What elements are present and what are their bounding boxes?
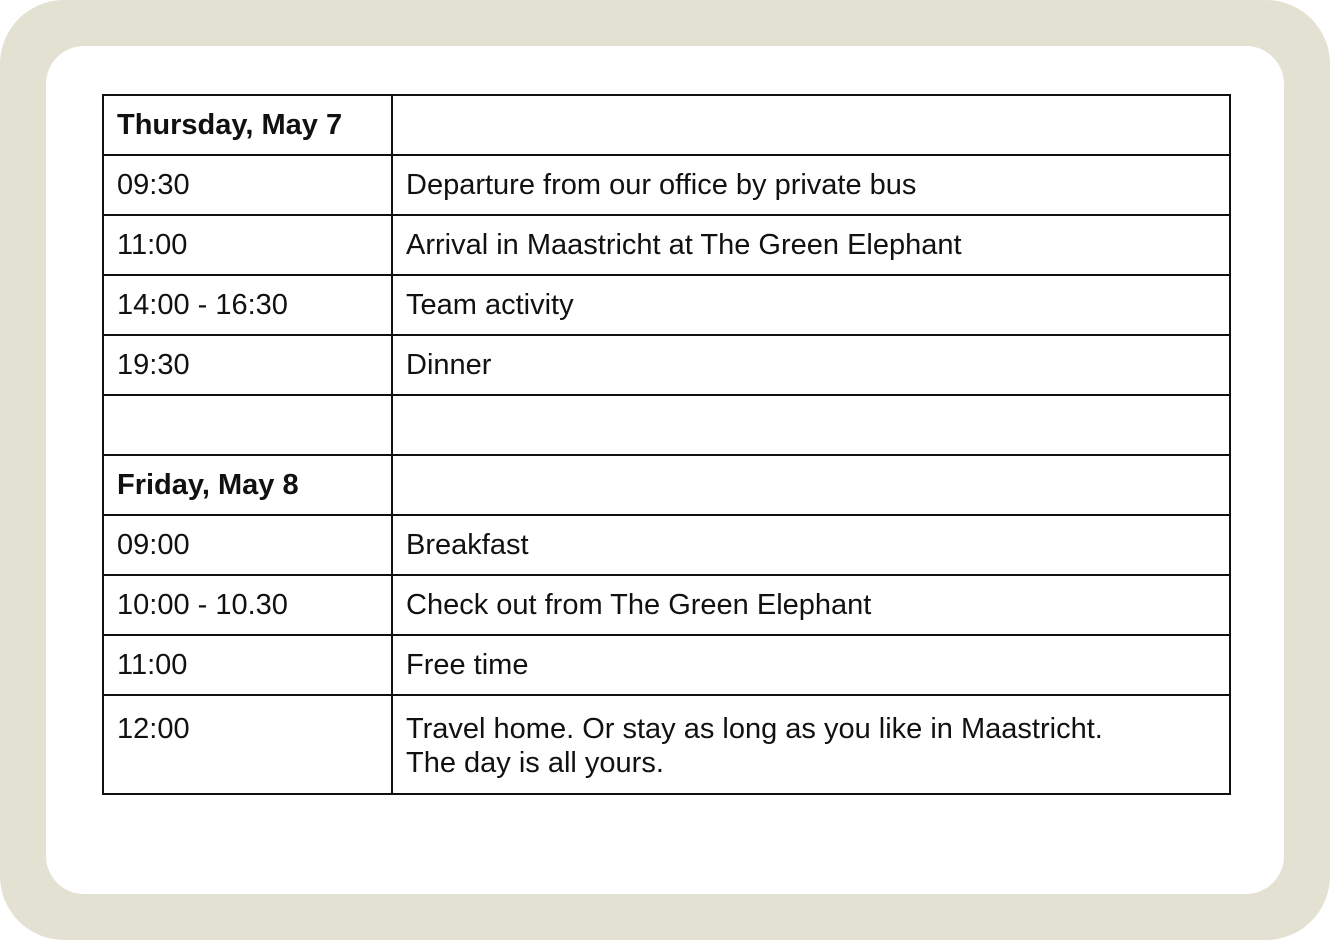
activity-cell: Check out from The Green Elephant	[392, 575, 1230, 635]
day-heading: Friday, May 8	[103, 455, 392, 515]
day-header-row	[103, 455, 1230, 515]
activity-cell: Free time	[392, 635, 1230, 695]
time-cell: 14:00 - 16:30	[103, 275, 392, 335]
table-row	[103, 215, 1230, 275]
table-row	[103, 155, 1230, 215]
table-row	[103, 575, 1230, 635]
time-cell: 09:00	[103, 515, 392, 575]
activity-line: The day is all yours.	[406, 747, 664, 779]
table-row	[103, 335, 1230, 395]
activity-cell: Departure from our office by private bus	[392, 155, 1230, 215]
time-cell: 11:00	[103, 635, 392, 695]
spacer-row	[103, 395, 1230, 455]
table-row	[103, 275, 1230, 335]
empty-cell	[392, 395, 1230, 455]
time-cell: 12:00	[103, 695, 392, 794]
activity-cell	[392, 695, 1230, 794]
time-cell: 09:30	[103, 155, 392, 215]
empty-cell	[103, 395, 392, 455]
activity-cell: Dinner	[392, 335, 1230, 395]
schedule-table	[102, 94, 1231, 795]
activity-cell: Arrival in Maastricht at The Green Elephant	[392, 215, 1230, 275]
table-row	[103, 695, 1230, 794]
day-heading: Thursday, May 7	[103, 95, 392, 155]
time-cell: 19:30	[103, 335, 392, 395]
activity-line: Travel home. Or stay as long as you like in Maastricht.	[406, 713, 1103, 745]
empty-cell	[392, 95, 1230, 155]
activity-cell: Breakfast	[392, 515, 1230, 575]
table-row	[103, 635, 1230, 695]
activity-cell: Team activity	[392, 275, 1230, 335]
time-cell: 11:00	[103, 215, 392, 275]
document-card	[46, 46, 1284, 894]
day-header-row	[103, 95, 1230, 155]
table-row	[103, 515, 1230, 575]
empty-cell	[392, 455, 1230, 515]
time-cell: 10:00 - 10.30	[103, 575, 392, 635]
